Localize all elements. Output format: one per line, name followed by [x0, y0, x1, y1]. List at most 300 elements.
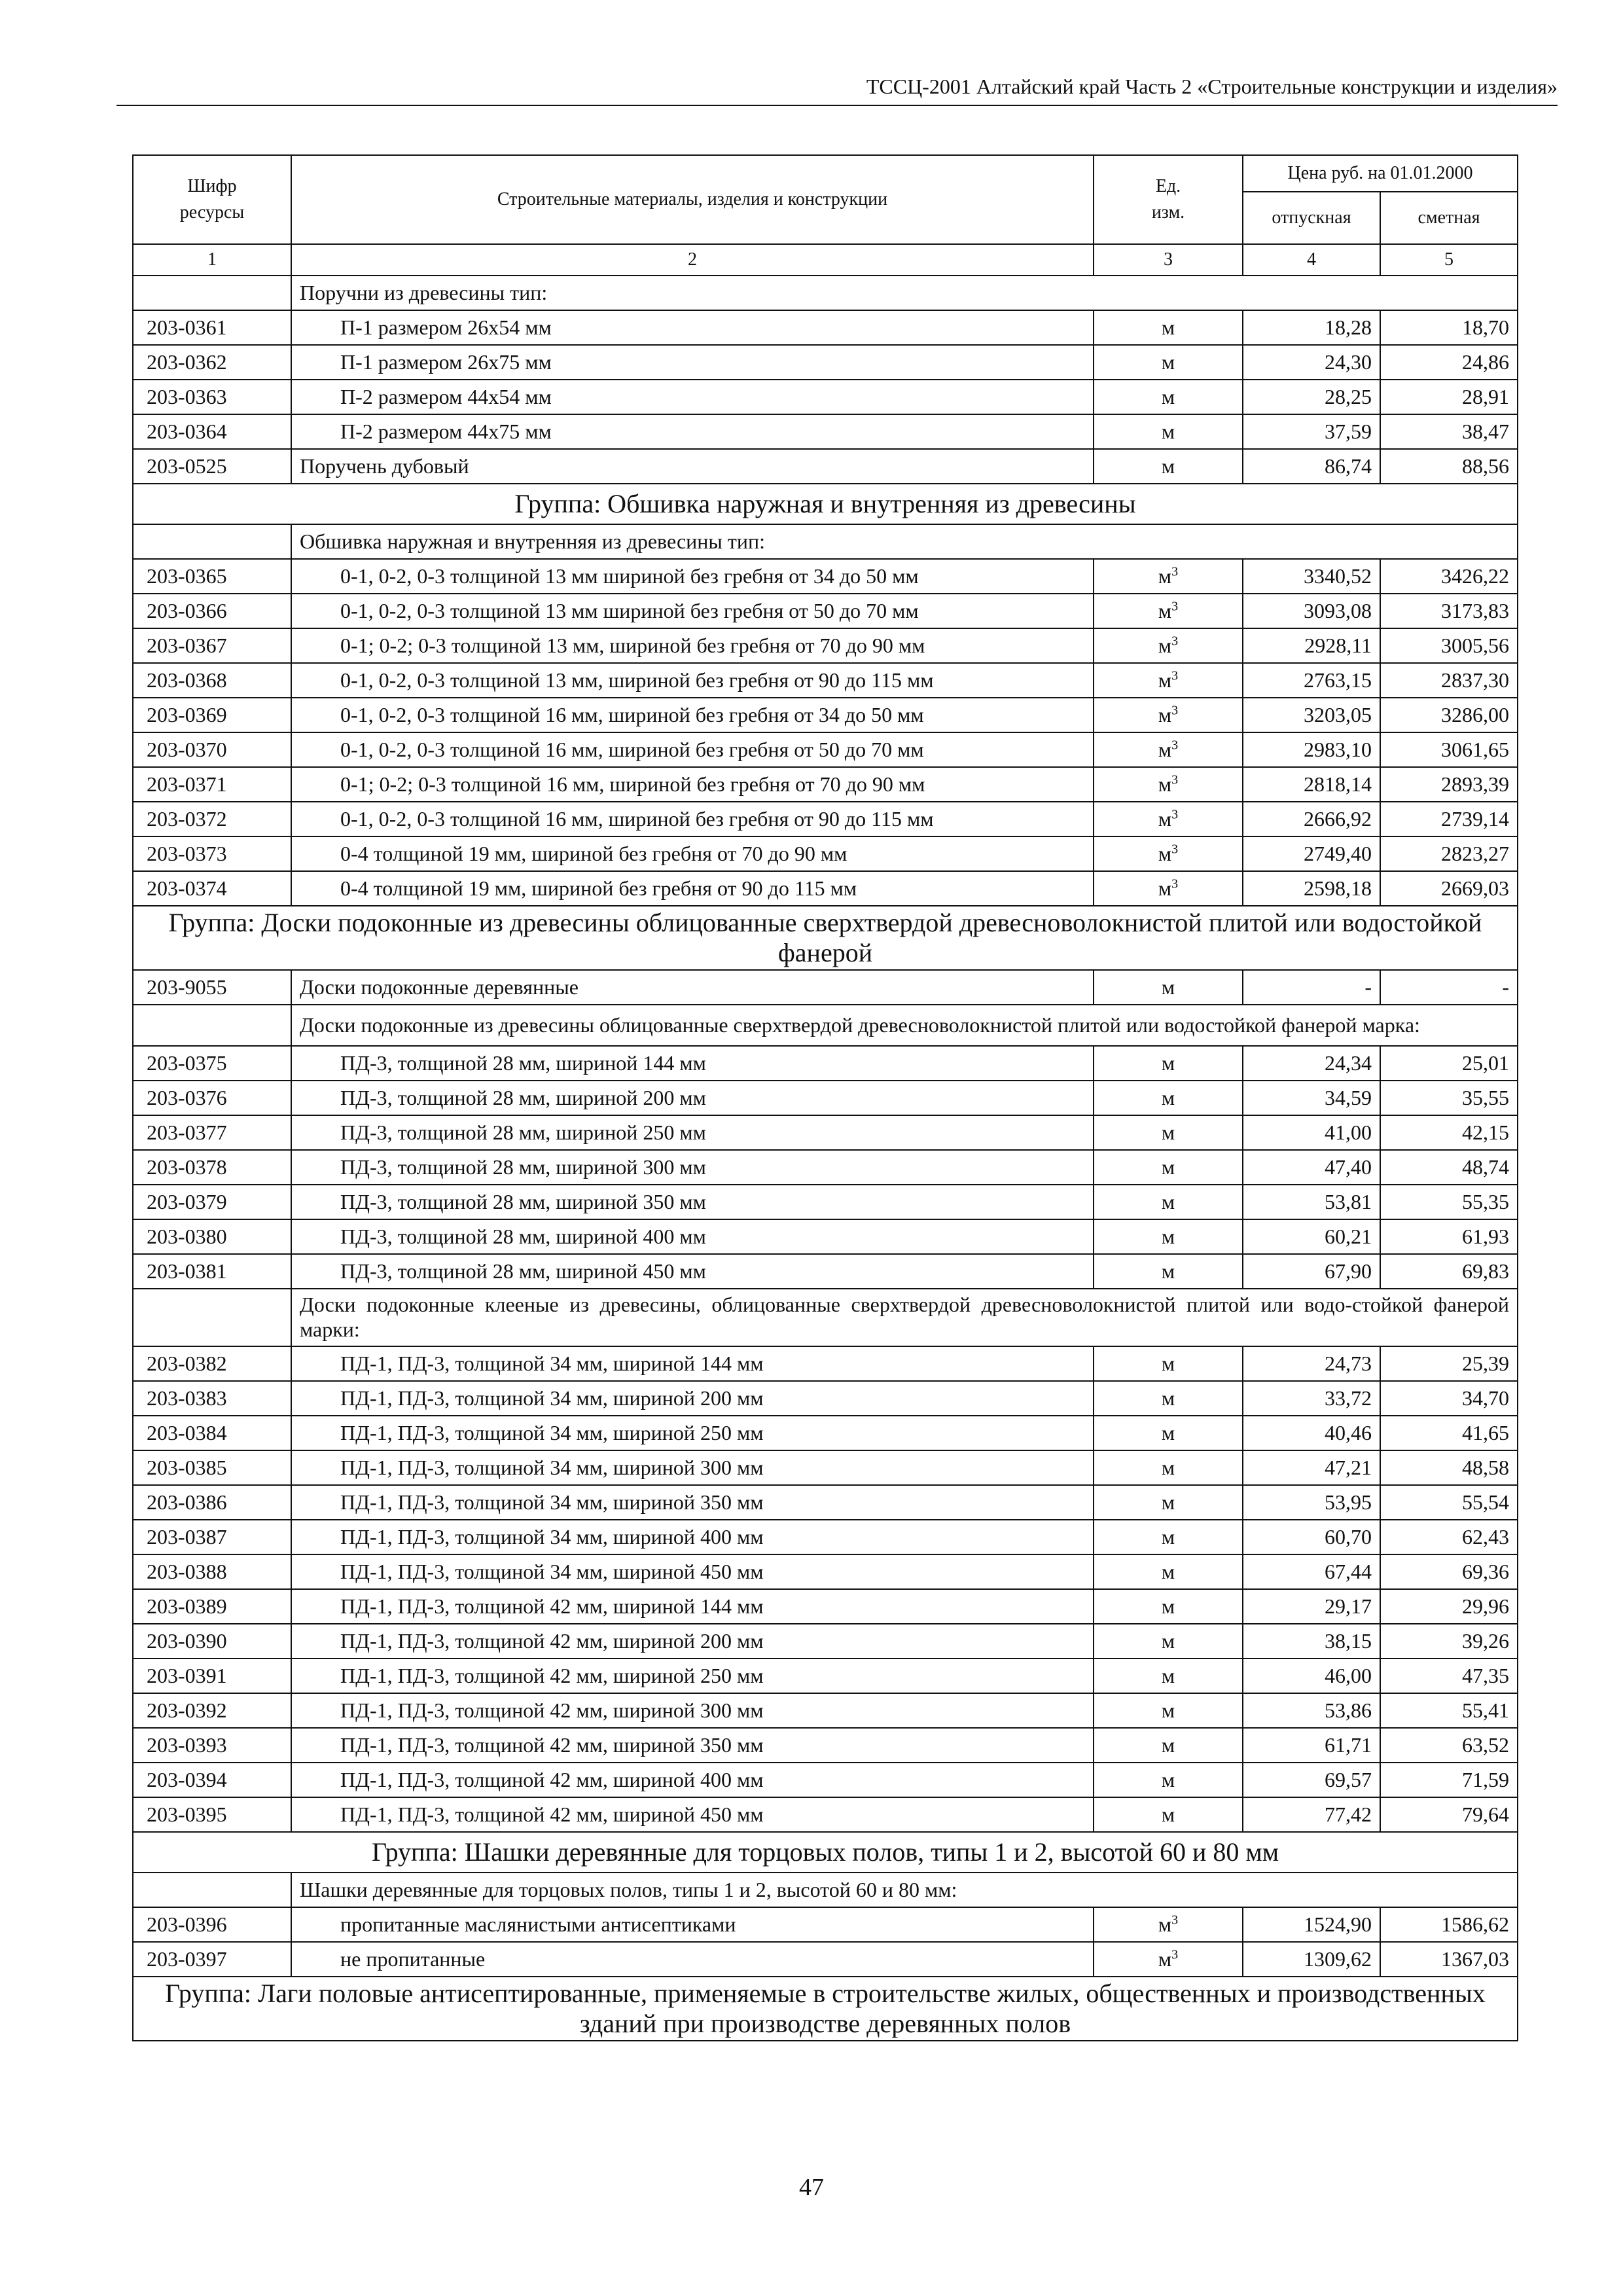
release-price: 28,25 — [1243, 380, 1380, 414]
estimate-price: 61,93 — [1380, 1219, 1518, 1254]
material-name: не пропитанные — [291, 1942, 1094, 1977]
release-price: 33,72 — [1243, 1381, 1380, 1416]
resource-code: 203-0381 — [133, 1254, 291, 1289]
column-header-code-label: Шифр ресурсы — [179, 176, 245, 223]
release-price: 69,57 — [1243, 1763, 1380, 1797]
release-price: 34,59 — [1243, 1081, 1380, 1115]
resource-code-cell — [133, 1873, 291, 1907]
unit: $м^3$ — [1158, 1947, 1179, 1971]
table-row — [133, 380, 1518, 414]
material-name: Поручень дубовый — [291, 449, 1094, 484]
table-row — [133, 732, 1518, 767]
resource-code: 203-0376 — [133, 1081, 291, 1115]
material-name: 0-1, 0-2, 0-3 толщиной 16 мм, шириной без гребня от 50 до 70 мм — [291, 732, 1094, 767]
table-row — [133, 594, 1518, 628]
unit: м — [1161, 1421, 1175, 1444]
unit: м — [1161, 1225, 1175, 1248]
estimate-price: 69,36 — [1380, 1554, 1518, 1589]
resource-code-cell — [133, 1005, 291, 1046]
table-row — [133, 1346, 1518, 1381]
material-name: ПД-1, ПД-3, толщиной 34 мм, шириной 400 мм — [291, 1520, 1094, 1554]
unit: м — [1161, 1594, 1175, 1618]
unit: $м^3$ — [1158, 1912, 1179, 1936]
group-heading: Группа: Обшивка наружная и внутренняя из древесины — [133, 484, 1518, 524]
resource-code: 203-0387 — [133, 1520, 291, 1554]
table-row — [133, 1450, 1518, 1485]
table-row — [133, 1693, 1518, 1728]
resource-code: 203-0378 — [133, 1150, 291, 1185]
unit-cell — [1094, 663, 1243, 698]
release-price: 47,40 — [1243, 1150, 1380, 1185]
release-price: 61,71 — [1243, 1728, 1380, 1763]
release-price: 24,73 — [1243, 1346, 1380, 1381]
release-price: 53,81 — [1243, 1185, 1380, 1219]
unit-cell — [1094, 1693, 1243, 1728]
unit: м — [1161, 975, 1175, 999]
unit-cell — [1094, 345, 1243, 380]
material-name: 0-4 толщиной 19 мм, шириной без гребня от 90 до 115 мм — [291, 871, 1094, 906]
table-row — [133, 1907, 1518, 1942]
resource-code: 203-0365 — [133, 559, 291, 594]
unit-cell — [1094, 1219, 1243, 1254]
material-name: ПД-1, ПД-3, толщиной 34 мм, шириной 250 мм — [291, 1416, 1094, 1450]
estimate-price: 1586,62 — [1380, 1907, 1518, 1942]
material-name: ПД-3, толщиной 28 мм, шириной 144 мм — [291, 1046, 1094, 1081]
unit-cell — [1094, 970, 1243, 1005]
release-price: 3340,52 — [1243, 559, 1380, 594]
table-row — [133, 1081, 1518, 1115]
unit-cell — [1094, 559, 1243, 594]
price-table — [132, 154, 1518, 2041]
unit-cell — [1094, 732, 1243, 767]
group-heading-row — [133, 484, 1518, 524]
material-name: ПД-3, толщиной 28 мм, шириной 250 мм — [291, 1115, 1094, 1150]
release-price: 2818,14 — [1243, 767, 1380, 802]
estimate-price: 55,35 — [1380, 1185, 1518, 1219]
unit: $м^3$ — [1158, 876, 1179, 900]
unit: м — [1161, 420, 1175, 443]
release-price: 2983,10 — [1243, 732, 1380, 767]
release-price: 24,34 — [1243, 1046, 1380, 1081]
estimate-price: 41,65 — [1380, 1416, 1518, 1450]
release-price: 77,42 — [1243, 1797, 1380, 1832]
unit-cell — [1094, 310, 1243, 345]
release-price: 2928,11 — [1243, 628, 1380, 663]
material-name: П-2 размером 44х75 мм — [291, 414, 1094, 449]
unit-cell — [1094, 1520, 1243, 1554]
estimate-price: 29,96 — [1380, 1589, 1518, 1624]
unit: м — [1161, 1386, 1175, 1410]
estimate-price: 39,26 — [1380, 1624, 1518, 1659]
release-price: 67,90 — [1243, 1254, 1380, 1289]
resource-code-cell — [133, 1289, 291, 1346]
estimate-price: 2823,27 — [1380, 836, 1518, 871]
table-row — [133, 1728, 1518, 1763]
unit-cell — [1094, 1907, 1243, 1942]
table-row — [133, 310, 1518, 345]
table-row — [133, 559, 1518, 594]
unit: $м^3$ — [1158, 738, 1179, 761]
table-row — [133, 1624, 1518, 1659]
unit: $м^3$ — [1158, 703, 1179, 726]
release-price: 1524,90 — [1243, 1907, 1380, 1942]
unit-cell — [1094, 414, 1243, 449]
material-name: П-2 размером 44х54 мм — [291, 380, 1094, 414]
unit: м — [1161, 1086, 1175, 1109]
column-header-name: Строительные материалы, изделия и конструкции — [291, 155, 1094, 244]
column-header-release: отпускная — [1243, 192, 1380, 244]
column-header-code — [133, 155, 291, 244]
resource-code: 203-0391 — [133, 1659, 291, 1693]
material-name: ПД-1, ПД-3, толщиной 42 мм, шириной 350 мм — [291, 1728, 1094, 1763]
resource-code: 203-0392 — [133, 1693, 291, 1728]
estimate-price: 2739,14 — [1380, 802, 1518, 836]
release-price: 24,30 — [1243, 345, 1380, 380]
unit-cell — [1094, 1046, 1243, 1081]
release-price: 2763,15 — [1243, 663, 1380, 698]
resource-code: 203-0393 — [133, 1728, 291, 1763]
resource-code: 203-0383 — [133, 1381, 291, 1416]
estimate-price: 25,39 — [1380, 1346, 1518, 1381]
estimate-price: 55,54 — [1380, 1485, 1518, 1520]
estimate-price: 2893,39 — [1380, 767, 1518, 802]
unit: м — [1161, 1121, 1175, 1144]
table-row — [133, 414, 1518, 449]
estimate-price: 88,56 — [1380, 449, 1518, 484]
unit-cell — [1094, 1381, 1243, 1416]
estimate-price: - — [1380, 970, 1518, 1005]
release-price: 37,59 — [1243, 414, 1380, 449]
unit: м — [1161, 1259, 1175, 1283]
group-heading: Группа: Лаги половые антисептированные, применяемые в строительстве жилых, общественных и производственных зданий при производстве деревянных полов — [133, 1977, 1518, 2041]
resource-code: 203-0373 — [133, 836, 291, 871]
resource-code-cell — [133, 276, 291, 310]
table-row — [133, 628, 1518, 663]
material-name: ПД-3, толщиной 28 мм, шириной 300 мм — [291, 1150, 1094, 1185]
resource-code: 203-0379 — [133, 1185, 291, 1219]
unit: м — [1161, 1733, 1175, 1757]
resource-code: 203-0371 — [133, 767, 291, 802]
release-price: 60,21 — [1243, 1219, 1380, 1254]
table-row — [133, 1416, 1518, 1450]
unit-cell — [1094, 1485, 1243, 1520]
resource-code: 203-0369 — [133, 698, 291, 732]
resource-code: 203-0396 — [133, 1907, 291, 1942]
table-row — [133, 1942, 1518, 1977]
resource-code: 203-0361 — [133, 310, 291, 345]
resource-code: 203-0385 — [133, 1450, 291, 1485]
release-price: 46,00 — [1243, 1659, 1380, 1693]
column-number: 3 — [1094, 244, 1243, 276]
unit: $м^3$ — [1158, 668, 1179, 692]
release-price: 18,28 — [1243, 310, 1380, 345]
release-price: 1309,62 — [1243, 1942, 1380, 1977]
material-name: 0-1, 0-2, 0-3 толщиной 16 мм, шириной без гребня от 90 до 115 мм — [291, 802, 1094, 836]
column-header-estimate: сметная — [1380, 192, 1518, 244]
group-heading: Группа: Доски подоконные из древесины облицованные сверхтвердой древесноволокнистой плитой или водостойкой фанерой — [133, 906, 1518, 970]
table-row — [133, 345, 1518, 380]
unit: м — [1161, 1525, 1175, 1549]
table-row — [133, 767, 1518, 802]
resource-code: 203-0368 — [133, 663, 291, 698]
column-number: 5 — [1380, 244, 1518, 276]
material-name: П-1 размером 26х54 мм — [291, 310, 1094, 345]
unit: м — [1161, 1155, 1175, 1179]
release-price: - — [1243, 970, 1380, 1005]
material-name: 0-1, 0-2, 0-3 толщиной 13 мм, шириной без гребня от 90 до 115 мм — [291, 663, 1094, 698]
group-heading-row — [133, 1977, 1518, 2041]
unit-cell — [1094, 802, 1243, 836]
release-price: 38,15 — [1243, 1624, 1380, 1659]
unit: м — [1161, 1768, 1175, 1791]
material-name: ПД-1, ПД-3, толщиной 34 мм, шириной 200 мм — [291, 1381, 1094, 1416]
release-price: 29,17 — [1243, 1589, 1380, 1624]
material-name: 0-1; 0-2; 0-3 толщиной 16 мм, шириной без гребня от 70 до 90 мм — [291, 767, 1094, 802]
release-price: 2598,18 — [1243, 871, 1380, 906]
subgroup-heading-row — [133, 1289, 1518, 1346]
table-row — [133, 1554, 1518, 1589]
estimate-price: 79,64 — [1380, 1797, 1518, 1832]
material-name: ПД-1, ПД-3, толщиной 42 мм, шириной 300 мм — [291, 1693, 1094, 1728]
release-price: 3203,05 — [1243, 698, 1380, 732]
material-name: 0-4 толщиной 19 мм, шириной без гребня от 70 до 90 мм — [291, 836, 1094, 871]
subgroup-heading: Доски подоконные из древесины облицованные сверхтвердой древесноволокнистой плитой или водостойкой фанерой марка: — [291, 1005, 1518, 1046]
column-number: 1 — [133, 244, 291, 276]
estimate-price: 3173,83 — [1380, 594, 1518, 628]
unit-cell — [1094, 1797, 1243, 1832]
column-header-unit-label: Ед. изм. — [1151, 176, 1185, 223]
unit: м — [1161, 1629, 1175, 1653]
unit: м — [1161, 1560, 1175, 1583]
subgroup-heading-row — [133, 1873, 1518, 1907]
resource-code-cell — [133, 524, 291, 559]
estimate-price: 18,70 — [1380, 310, 1518, 345]
resource-code: 203-0382 — [133, 1346, 291, 1381]
release-price: 53,95 — [1243, 1485, 1380, 1520]
unit-cell — [1094, 698, 1243, 732]
unit: м — [1161, 1456, 1175, 1479]
estimate-price: 42,15 — [1380, 1115, 1518, 1150]
unit: м — [1161, 385, 1175, 408]
material-name: ПД-1, ПД-3, толщиной 42 мм, шириной 400 мм — [291, 1763, 1094, 1797]
material-name: 0-1, 0-2, 0-3 толщиной 16 мм, шириной без гребня от 34 до 50 мм — [291, 698, 1094, 732]
unit-cell — [1094, 1416, 1243, 1450]
column-number-row — [133, 244, 1518, 276]
unit-cell — [1094, 1185, 1243, 1219]
release-price: 47,21 — [1243, 1450, 1380, 1485]
unit: $м^3$ — [1158, 842, 1179, 865]
unit-cell — [1094, 1346, 1243, 1381]
release-price: 53,86 — [1243, 1693, 1380, 1728]
material-name: ПД-1, ПД-3, толщиной 42 мм, шириной 450 мм — [291, 1797, 1094, 1832]
resource-code: 203-0370 — [133, 732, 291, 767]
unit-cell — [1094, 380, 1243, 414]
estimate-price: 24,86 — [1380, 345, 1518, 380]
unit-cell — [1094, 836, 1243, 871]
table-row — [133, 1659, 1518, 1693]
subgroup-heading: Обшивка наружная и внутренняя из древесины тип: — [291, 524, 1518, 559]
estimate-price: 48,74 — [1380, 1150, 1518, 1185]
table-row — [133, 970, 1518, 1005]
resource-code: 203-0377 — [133, 1115, 291, 1150]
resource-code: 203-0525 — [133, 449, 291, 484]
group-heading: Группа: Шашки деревянные для торцовых полов, типы 1 и 2, высотой 60 и 80 мм — [133, 1832, 1518, 1873]
table-row — [133, 1185, 1518, 1219]
estimate-price: 55,41 — [1380, 1693, 1518, 1728]
estimate-price: 69,83 — [1380, 1254, 1518, 1289]
page-number: 47 — [799, 2174, 824, 2201]
unit: м — [1161, 1698, 1175, 1722]
unit-cell — [1094, 1728, 1243, 1763]
group-heading-row — [133, 906, 1518, 970]
estimate-price: 3426,22 — [1380, 559, 1518, 594]
unit-cell — [1094, 1115, 1243, 1150]
material-name: пропитанные маслянистыми антисептиками — [291, 1907, 1094, 1942]
resource-code: 203-0388 — [133, 1554, 291, 1589]
resource-code: 203-0366 — [133, 594, 291, 628]
unit-cell — [1094, 1763, 1243, 1797]
table-row — [133, 802, 1518, 836]
unit: м — [1161, 315, 1175, 339]
material-name: ПД-1, ПД-3, толщиной 34 мм, шириной 450 мм — [291, 1554, 1094, 1589]
material-name: 0-1, 0-2, 0-3 толщиной 13 мм шириной без гребня от 50 до 70 мм — [291, 594, 1094, 628]
resource-code: 203-0395 — [133, 1797, 291, 1832]
estimate-price: 25,01 — [1380, 1046, 1518, 1081]
material-name: ПД-1, ПД-3, толщиной 42 мм, шириной 250 мм — [291, 1659, 1094, 1693]
estimate-price: 1367,03 — [1380, 1942, 1518, 1977]
unit: м — [1161, 1803, 1175, 1826]
resource-code: 203-0375 — [133, 1046, 291, 1081]
release-price: 40,46 — [1243, 1416, 1380, 1450]
subgroup-heading: Поручни из древесины тип: — [291, 276, 1518, 310]
resource-code: 203-0390 — [133, 1624, 291, 1659]
table-row — [133, 1485, 1518, 1520]
material-name: ПД-1, ПД-3, толщиной 34 мм, шириной 144 мм — [291, 1346, 1094, 1381]
unit: м — [1161, 454, 1175, 478]
unit-cell — [1094, 1450, 1243, 1485]
column-header-unit — [1094, 155, 1243, 244]
table-row — [133, 836, 1518, 871]
table-row — [133, 1115, 1518, 1150]
table-row — [133, 1219, 1518, 1254]
material-name: ПД-1, ПД-3, толщиной 42 мм, шириной 144 мм — [291, 1589, 1094, 1624]
estimate-price: 35,55 — [1380, 1081, 1518, 1115]
material-name: ПД-1, ПД-3, толщиной 42 мм, шириной 200 мм — [291, 1624, 1094, 1659]
estimate-price: 2837,30 — [1380, 663, 1518, 698]
estimate-price: 48,58 — [1380, 1450, 1518, 1485]
unit: $м^3$ — [1158, 772, 1179, 796]
unit: м — [1161, 1490, 1175, 1514]
subgroup-heading-row — [133, 276, 1518, 310]
resource-code: 203-0372 — [133, 802, 291, 836]
resource-code: 203-0362 — [133, 345, 291, 380]
material-name: ПД-3, толщиной 28 мм, шириной 450 мм — [291, 1254, 1094, 1289]
table-row — [133, 1381, 1518, 1416]
subgroup-heading: Шашки деревянные для торцовых полов, типы 1 и 2, высотой 60 и 80 мм: — [291, 1873, 1518, 1907]
estimate-price: 62,43 — [1380, 1520, 1518, 1554]
material-name: Доски подоконные деревянные — [291, 970, 1094, 1005]
unit: м — [1161, 1664, 1175, 1687]
release-price: 2749,40 — [1243, 836, 1380, 871]
release-price: 2666,92 — [1243, 802, 1380, 836]
unit: $м^3$ — [1158, 807, 1179, 831]
table-row — [133, 663, 1518, 698]
unit-cell — [1094, 1150, 1243, 1185]
unit-cell — [1094, 1554, 1243, 1589]
page-header: ТССЦ-2001 Алтайский край Часть 2 «Строительные конструкции и изделия» — [866, 75, 1558, 98]
unit-cell — [1094, 1942, 1243, 1977]
table-body — [133, 276, 1518, 2041]
resource-code: 203-0394 — [133, 1763, 291, 1797]
unit: $м^3$ — [1158, 599, 1179, 622]
unit-cell — [1094, 1254, 1243, 1289]
unit-cell — [1094, 1624, 1243, 1659]
resource-code: 203-9055 — [133, 970, 291, 1005]
release-price: 3093,08 — [1243, 594, 1380, 628]
resource-code: 203-0363 — [133, 380, 291, 414]
estimate-price: 47,35 — [1380, 1659, 1518, 1693]
table-row — [133, 1520, 1518, 1554]
material-name: ПД-3, толщиной 28 мм, шириной 400 мм — [291, 1219, 1094, 1254]
group-heading-row — [133, 1832, 1518, 1873]
resource-code: 203-0364 — [133, 414, 291, 449]
estimate-price: 2669,03 — [1380, 871, 1518, 906]
resource-code: 203-0397 — [133, 1942, 291, 1977]
resource-code: 203-0380 — [133, 1219, 291, 1254]
table-row — [133, 1589, 1518, 1624]
unit-cell — [1094, 1081, 1243, 1115]
material-name: 0-1; 0-2; 0-3 толщиной 13 мм, шириной без гребня от 70 до 90 мм — [291, 628, 1094, 663]
unit-cell — [1094, 449, 1243, 484]
header-rule — [116, 105, 1558, 106]
release-price: 41,00 — [1243, 1115, 1380, 1150]
resource-code: 203-0386 — [133, 1485, 291, 1520]
subgroup-heading-row — [133, 524, 1518, 559]
table-row — [133, 1150, 1518, 1185]
table-row — [133, 1797, 1518, 1832]
resource-code: 203-0367 — [133, 628, 291, 663]
column-number: 2 — [291, 244, 1094, 276]
table-row — [133, 449, 1518, 484]
unit-cell — [1094, 871, 1243, 906]
table-row — [133, 1046, 1518, 1081]
material-name: П-1 размером 26х75 мм — [291, 345, 1094, 380]
table-row — [133, 698, 1518, 732]
estimate-price: 34,70 — [1380, 1381, 1518, 1416]
unit-cell — [1094, 1659, 1243, 1693]
release-price: 60,70 — [1243, 1520, 1380, 1554]
resource-code: 203-0374 — [133, 871, 291, 906]
unit: м — [1161, 1352, 1175, 1375]
unit: м — [1161, 1051, 1175, 1075]
estimate-price: 71,59 — [1380, 1763, 1518, 1797]
material-name: ПД-3, толщиной 28 мм, шириной 200 мм — [291, 1081, 1094, 1115]
unit-cell — [1094, 628, 1243, 663]
unit-cell — [1094, 1589, 1243, 1624]
estimate-price: 38,47 — [1380, 414, 1518, 449]
unit: м — [1161, 1190, 1175, 1213]
estimate-price: 63,52 — [1380, 1728, 1518, 1763]
table-row — [133, 1254, 1518, 1289]
subgroup-heading: Доски подоконные клееные из древесины, облицованные сверхтвердой древесноволокнистой плитой или водо-стойкой фанерой марки: — [291, 1289, 1518, 1346]
material-name: ПД-3, толщиной 28 мм, шириной 350 мм — [291, 1185, 1094, 1219]
estimate-price: 28,91 — [1380, 380, 1518, 414]
estimate-price: 3286,00 — [1380, 698, 1518, 732]
column-header-price: Цена руб. на 01.01.2000 — [1243, 155, 1518, 192]
unit-cell — [1094, 594, 1243, 628]
unit-cell — [1094, 767, 1243, 802]
table-row — [133, 871, 1518, 906]
